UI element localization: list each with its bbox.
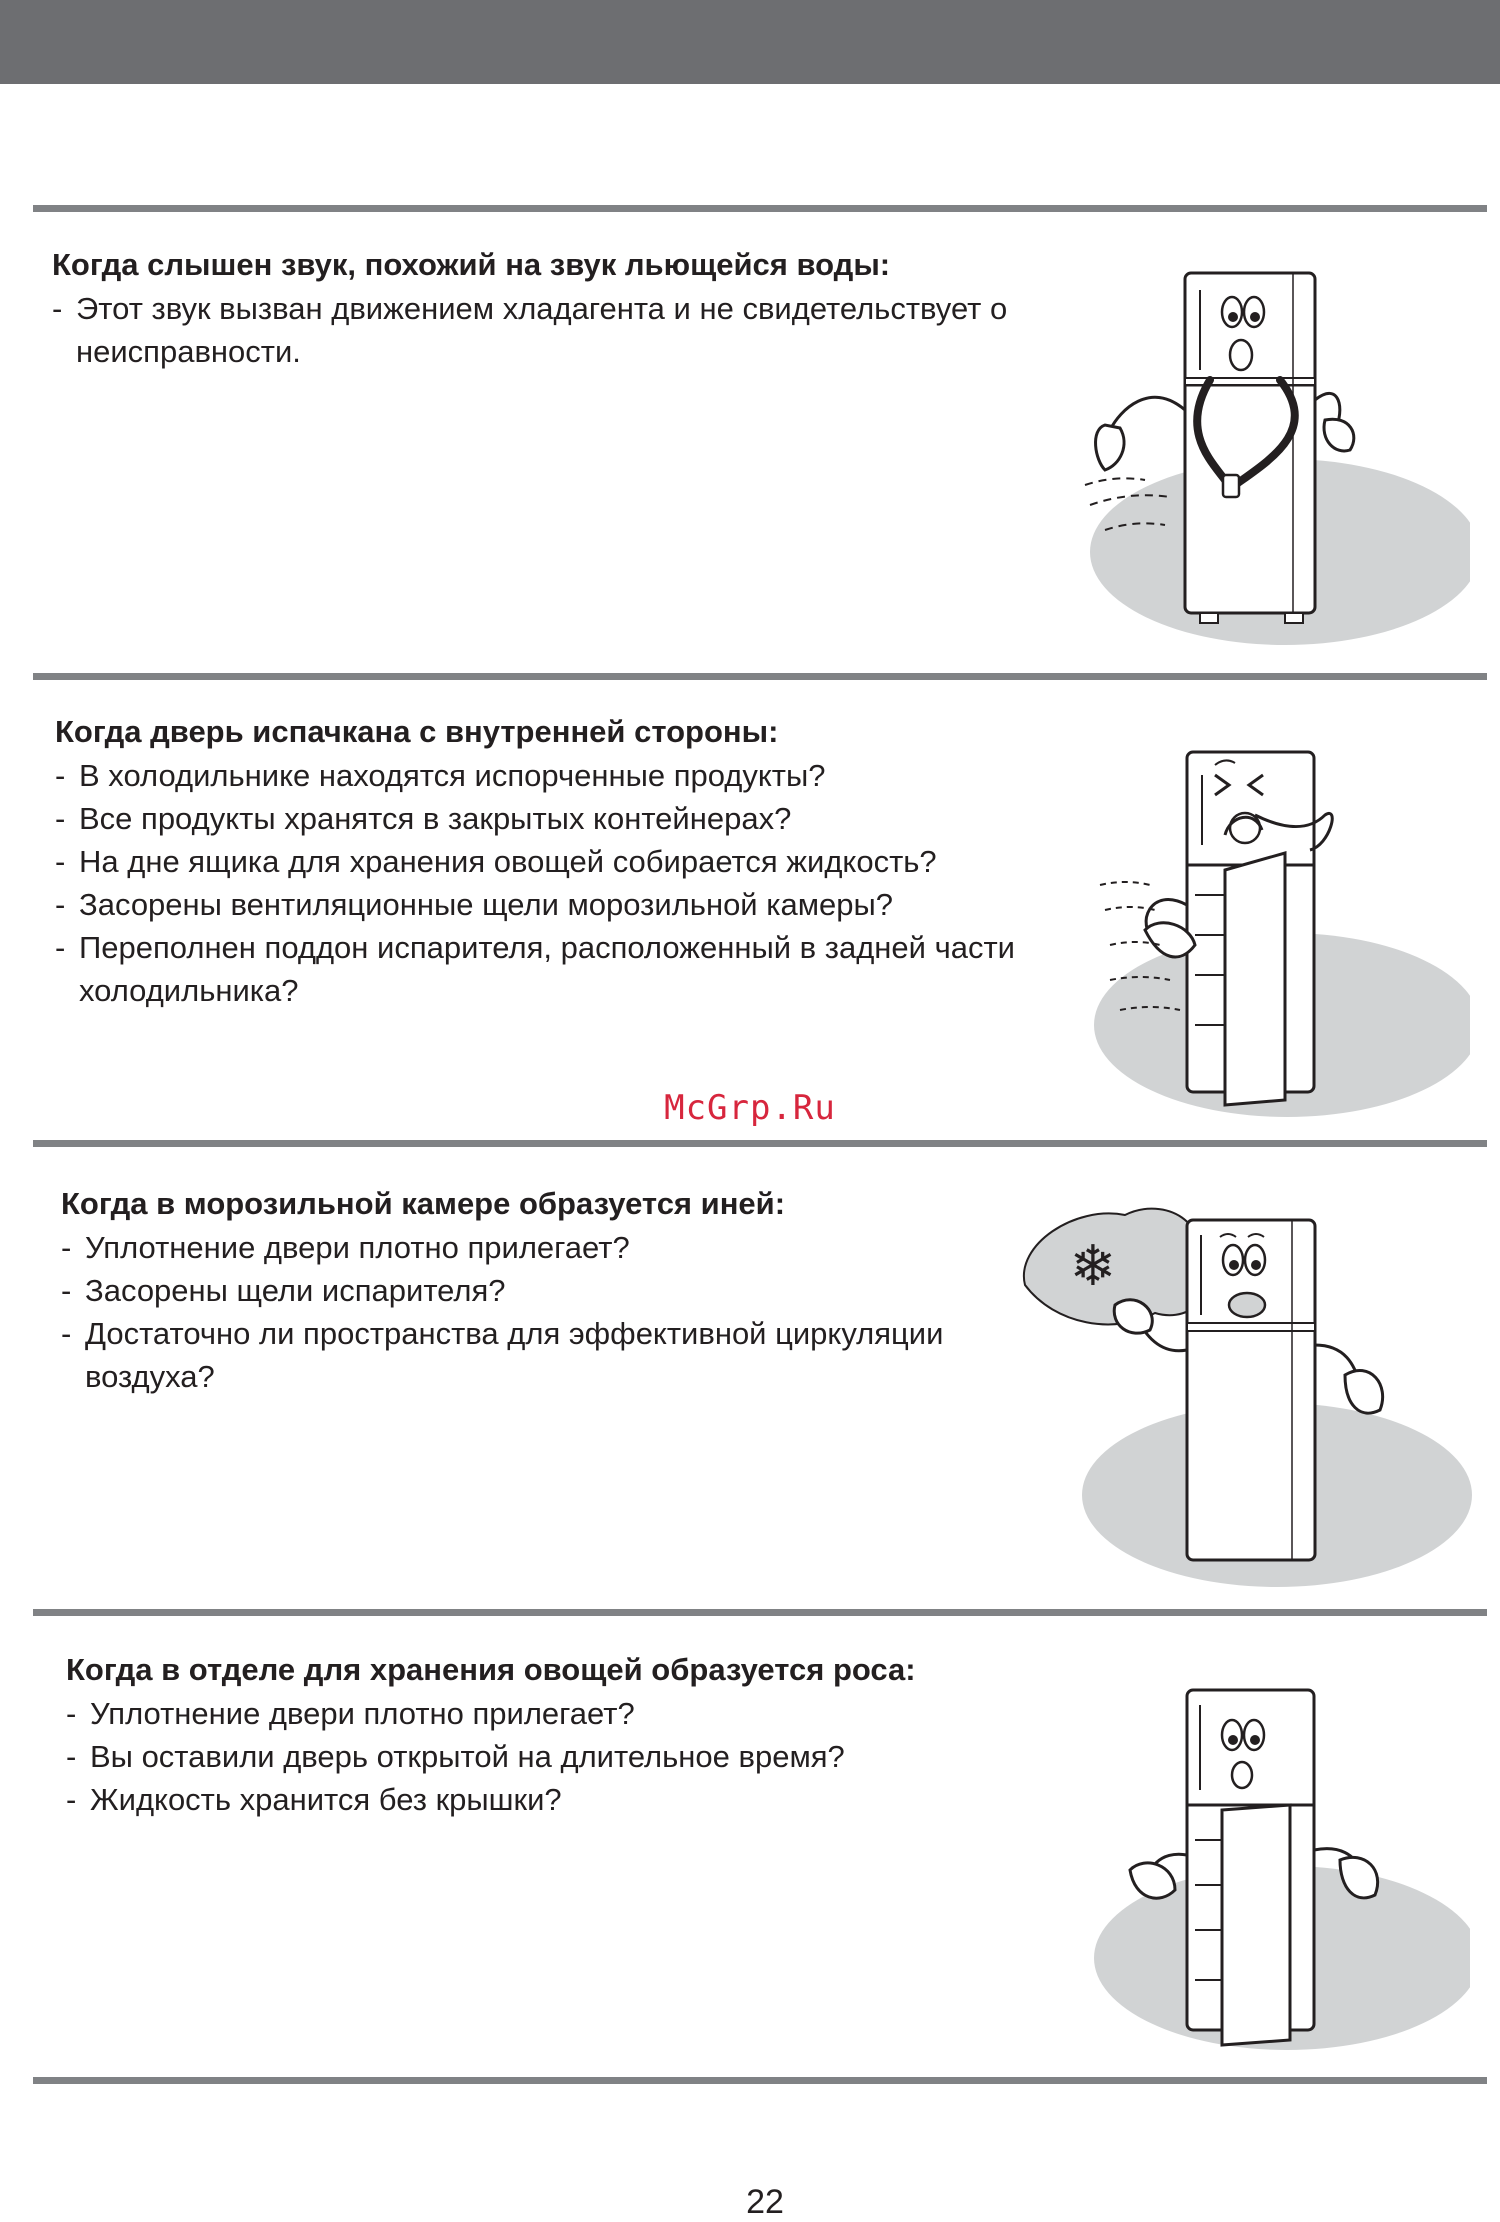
section-frost xyxy=(61,1182,1041,1398)
list-item: - Уплотнение двери плотно прилегает? xyxy=(66,1696,635,1731)
section-heading: Когда в морозильной камере образуется иней: xyxy=(61,1186,786,1221)
section-water-sound xyxy=(52,243,1032,373)
fridge-dew-illustration xyxy=(1050,1660,1470,2070)
fridge-water-sound-illustration xyxy=(1050,260,1470,660)
list-item: - Переполнен поддон испарителя, расположенный в задней части холодильника? xyxy=(55,930,1015,1008)
section-divider xyxy=(33,1609,1487,1616)
section-heading: Когда слышен звук, похожий на звук льющейся воды: xyxy=(52,247,891,282)
list-item: - Вы оставили дверь открытой на длительное время? xyxy=(66,1739,845,1774)
list-item: - Достаточно ли пространства для эффективной циркуляции воздуха? xyxy=(61,1316,944,1394)
section-heading: Когда дверь испачкана с внутренней стороны: xyxy=(55,714,779,749)
snowflake-icon: ❄ xyxy=(1069,1234,1117,1299)
section-divider xyxy=(33,673,1487,680)
watermark: McGrp.Ru xyxy=(664,1088,836,1128)
page-number: 22 xyxy=(746,2183,784,2221)
list-item: - Этот звук вызван движением хладагента и не свидетельствует о неисправности. xyxy=(52,291,1008,369)
list-item: - Все продукты хранятся в закрытых контейнерах? xyxy=(55,801,792,836)
section-heading: Когда в отделе для хранения овощей образуется роса: xyxy=(66,1652,916,1687)
fridge-dirty-door-illustration xyxy=(1050,735,1470,1135)
header-bar xyxy=(0,0,1500,84)
section-dew xyxy=(66,1648,1046,1821)
section-divider xyxy=(33,2077,1487,2084)
section-divider xyxy=(33,205,1487,212)
list-item: - Засорены вентиляционные щели морозильной камеры? xyxy=(55,887,894,922)
section-dirty-door xyxy=(55,710,1035,1012)
list-item: - Жидкость хранится без крышки? xyxy=(66,1782,562,1817)
section-divider xyxy=(33,1140,1487,1147)
list-item: - Уплотнение двери плотно прилегает? xyxy=(61,1230,630,1265)
list-item: - В холодильнике находятся испорченные продукты? xyxy=(55,758,826,793)
list-item: - Засорены щели испарителя? xyxy=(61,1273,506,1308)
list-item: - На дне ящика для хранения овощей собирается жидкость? xyxy=(55,844,937,879)
fridge-frost-illustration xyxy=(1015,1195,1475,1595)
